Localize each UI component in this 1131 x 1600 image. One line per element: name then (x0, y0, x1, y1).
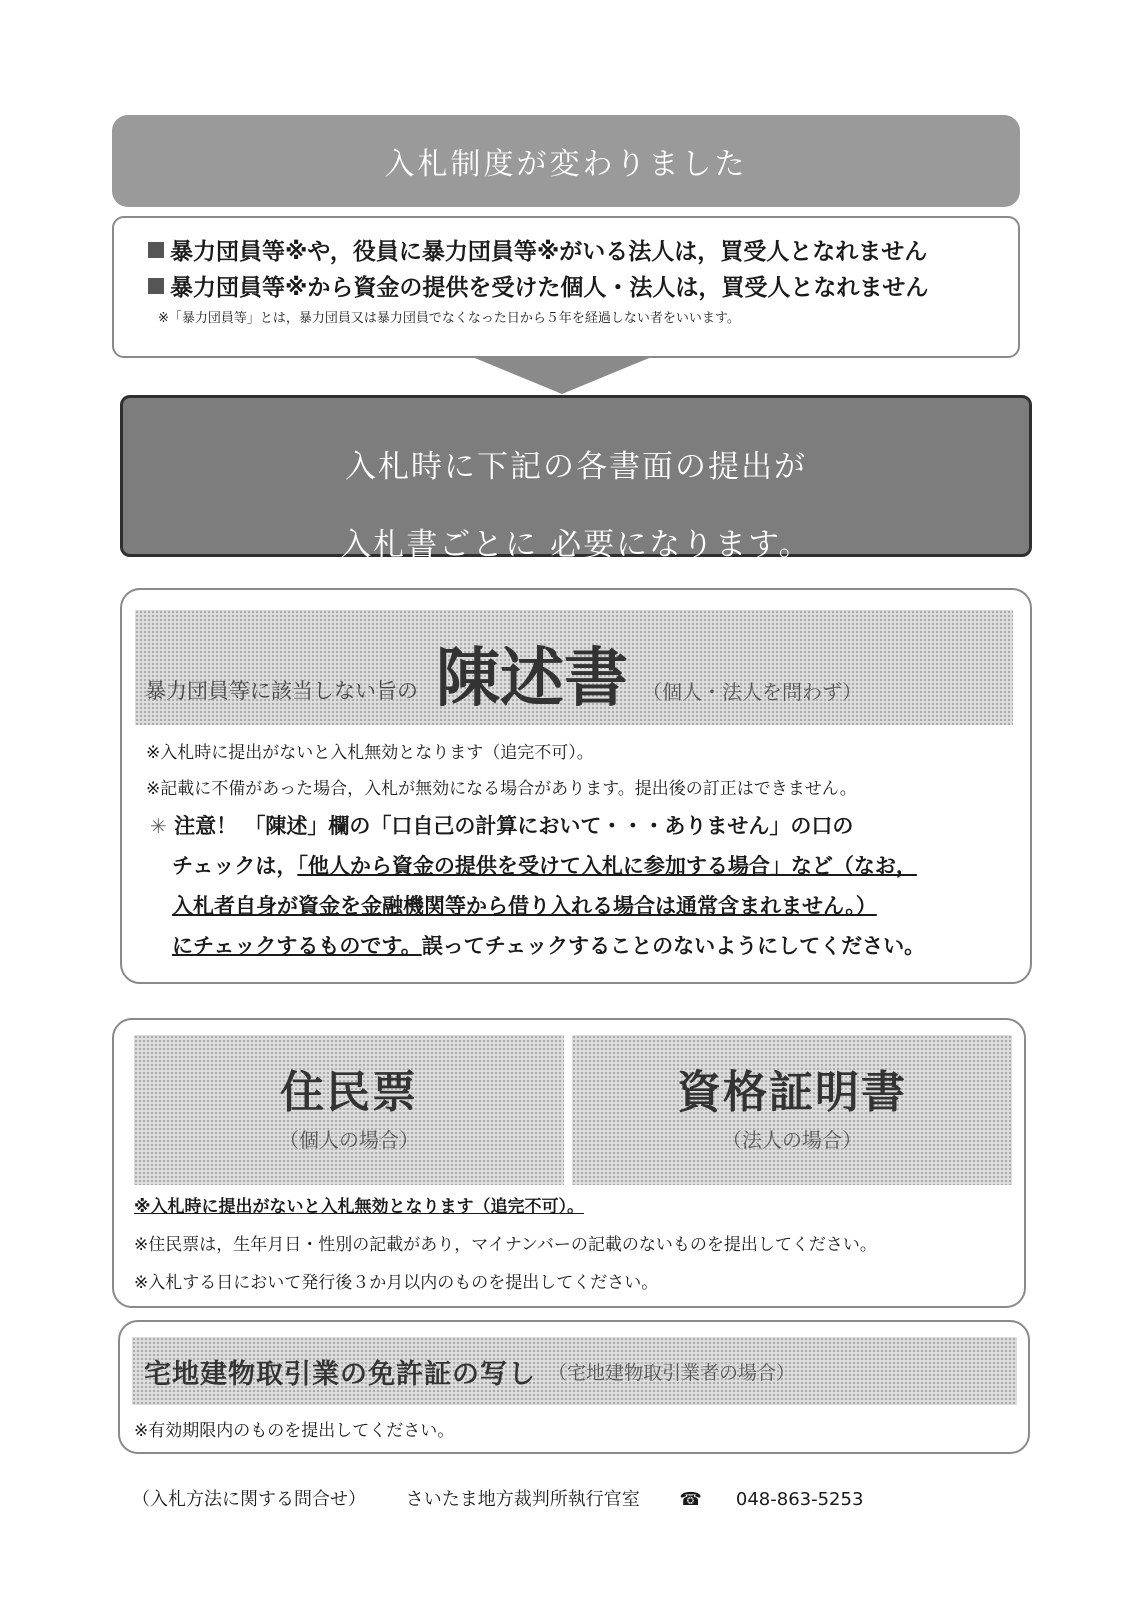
main-banner (120, 395, 1032, 563)
rules-footnote: ※「暴力団員等」とは，暴力団員又は暴力団員でなくなった日から５年を経過しない者をいいます。 (158, 311, 740, 326)
top-banner (112, 115, 1020, 207)
footer-tel: 048-863-5253 (735, 1489, 864, 1510)
caution-line-3: 入札者自身が資金を金融機関等から借り入れる場合は通常含まれません。） (172, 894, 877, 918)
documents-note-3: ※入札する日において発行後３か月以内のものを提出してください。 (134, 1273, 659, 1293)
top-banner-text: 入札制度が変わりました (384, 147, 748, 182)
footer (132, 1485, 897, 1511)
juminhyo-title: 住民票 (280, 1067, 418, 1118)
license-title: 宅地建物取引業の免許証の写し (144, 1358, 536, 1390)
rules-box (112, 216, 1020, 358)
footer-office: さいたま地方裁判所執行官室 (405, 1489, 640, 1510)
caution-line-1: ✳ 注意！ 「陳述」欄の「口自己の計算において・・・ありません」の口の (150, 814, 854, 838)
caution-line-2: チェックは，「他人から資金の提供を受けて入札に参加する場合」など（なお， (172, 854, 917, 878)
square-bullet-icon (148, 242, 164, 258)
chinjutsu-title: 陳述書 (436, 642, 628, 716)
rule-line-1: 暴力団員等※や，役員に暴力団員等※がいる法人は，買受人となれません (148, 234, 1018, 270)
burst-icon: ✳ (150, 814, 167, 838)
telephone-icon: ☎ (679, 1489, 702, 1510)
caution-line-4: にチェックするものです。誤ってチェックすることのないようにしてください。 (172, 934, 926, 958)
main-banner-line-1: 入札時に下記の各書面の提出が (345, 449, 807, 485)
shikaku-box (572, 1035, 1012, 1185)
rule-line-2: 暴力団員等※から資金の提供を受けた個人・法人は，買受人となれません (148, 270, 1018, 306)
juminhyo-sub: （個人の場合） (279, 1128, 419, 1152)
documents-note-2: ※住民票は，生年月日・性別の記載があり，マイナンバーの記載のないものを提出してください。 (134, 1235, 877, 1255)
chinjutsu-note-1: ※入札時に提出がないと入札無効となります（追完不可）。 (146, 743, 594, 763)
chinjutsu-paren: （個人・法人を問わず） (642, 680, 862, 704)
shikaku-title: 資格証明書 (677, 1067, 907, 1118)
license-header (132, 1337, 1017, 1405)
juminhyo-box (134, 1035, 564, 1185)
footer-inquiry: （入札方法に関する問合せ） (132, 1489, 366, 1510)
main-banner-line-2: 入札書ごとに 必要になります。 (340, 527, 812, 563)
caution-label: 注意！ (174, 814, 238, 838)
chinjutsu-note-2: ※記載に不備があった場合，入札が無効になる場合があります。提出後の訂正はできません。 (146, 779, 857, 799)
chinjutsu-header (135, 610, 1013, 725)
arrow-down-icon (470, 356, 654, 394)
chinjutsu-prefix: 暴力団員等に該当しない旨の (145, 679, 418, 703)
license-note: ※有効期限内のものを提出してください。 (134, 1421, 455, 1441)
documents-note-1: ※入札時に提出がないと入札無効となります（追完不可）。 (134, 1197, 585, 1217)
square-bullet-icon (148, 278, 164, 294)
license-paren: （宅地建物取引業者の場合） (548, 1361, 796, 1384)
shikaku-sub: （法人の場合） (722, 1128, 862, 1152)
